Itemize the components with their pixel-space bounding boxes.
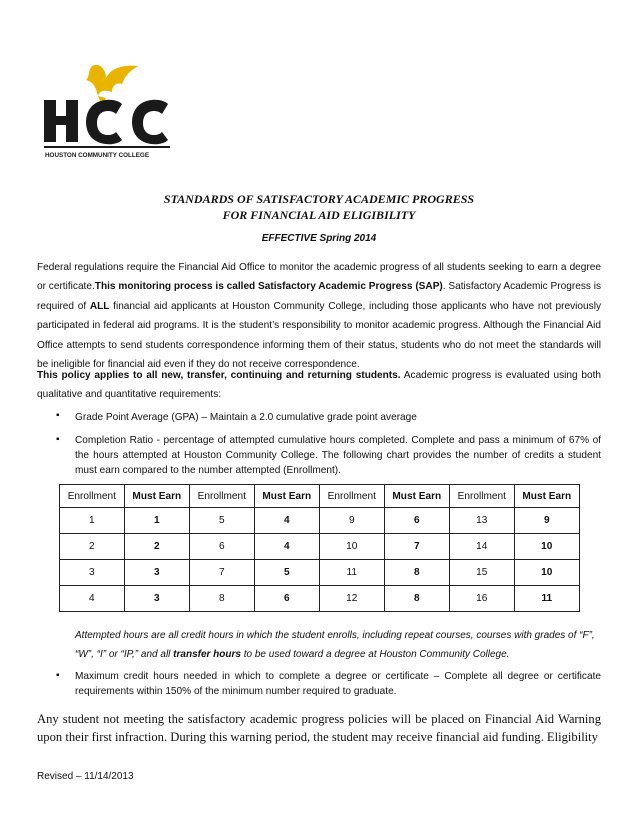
table-cell: 1 bbox=[124, 508, 189, 534]
table-cell: 7 bbox=[384, 534, 449, 560]
table-cell: 16 bbox=[449, 586, 514, 612]
table-cell: 10 bbox=[514, 560, 579, 586]
policy-paragraph bbox=[37, 366, 601, 405]
bullet-gpa: Grade Point Average (GPA) – Maintain a 2.0 cumulative grade point average bbox=[75, 412, 417, 423]
table-cell: 8 bbox=[384, 560, 449, 586]
table-cell: 12 bbox=[319, 586, 384, 612]
intro-paragraph bbox=[37, 258, 601, 374]
table-cell: 15 bbox=[449, 560, 514, 586]
table-cell: 4 bbox=[60, 586, 125, 612]
table-row bbox=[60, 560, 580, 586]
bullet-completion: Completion Ratio - percentage of attempted cumulative hours completed. Complete and pass a minimum of 67% of the hours attempted at Houston Community College. The following chart provides the number of credits a student must earn compared to the number attempted (Enrollment). bbox=[75, 435, 601, 476]
table-cell: 2 bbox=[60, 534, 125, 560]
table-cell: 9 bbox=[514, 508, 579, 534]
table-row bbox=[60, 534, 580, 560]
intro-bold-sap: This monitoring process is called Satisfactory Academic Progress (SAP) bbox=[94, 281, 443, 293]
intro-text-3: financial aid applicants at Houston Community College, including those applicants who have not previously participated in federal aid programs. It is the student’s responsibility to monitor academic progress. Although the Financial Aid Office attempts to send students correspondence informing them of their status, students who do not meet the standards will be ineligible for financial aid even if they do not receive correspondence. bbox=[37, 300, 601, 371]
header-enrollment: Enrollment bbox=[60, 485, 125, 508]
attempted-hours-note bbox=[75, 626, 601, 664]
table-cell: 13 bbox=[449, 508, 514, 534]
bullet-icon: ▪ bbox=[56, 670, 60, 681]
table-cell: 4 bbox=[254, 534, 319, 560]
table-cell: 6 bbox=[254, 586, 319, 612]
header-must-earn: Must Earn bbox=[254, 485, 319, 508]
table-cell: 3 bbox=[124, 586, 189, 612]
table-row bbox=[60, 508, 580, 534]
table-cell: 10 bbox=[319, 534, 384, 560]
table-cell: 4 bbox=[254, 508, 319, 534]
header-enrollment: Enrollment bbox=[449, 485, 514, 508]
intro-text-2: . Satisfactory Academic Progress is required of bbox=[37, 281, 602, 312]
table-cell: 11 bbox=[514, 586, 579, 612]
table-cell: 6 bbox=[189, 534, 254, 560]
note-bold: transfer hours bbox=[173, 649, 241, 660]
table-cell: 14 bbox=[449, 534, 514, 560]
logo-subtitle: HOUSTON COMMUNITY COLLEGE bbox=[45, 152, 150, 159]
table-cell: 2 bbox=[124, 534, 189, 560]
table-row bbox=[60, 586, 580, 612]
table-cell: 3 bbox=[124, 560, 189, 586]
policy-text: Academic progress is evaluated using both qualitative and quantitative requirements: bbox=[37, 370, 601, 401]
table-cell: 7 bbox=[189, 560, 254, 586]
table-cell: 8 bbox=[384, 586, 449, 612]
header-must-earn: Must Earn bbox=[124, 485, 189, 508]
table-cell: 3 bbox=[60, 560, 125, 586]
header-enrollment: Enrollment bbox=[189, 485, 254, 508]
warning-paragraph: Any student not meeting the satisfactory academic progress policies will be placed on Financial Aid Warning upon their first infraction. During this warning period, the student may receive financial aid funding. Eligibility bbox=[37, 712, 601, 744]
table-header-row bbox=[60, 485, 580, 508]
title-line-2: FOR FINANCIAL AID ELIGIBILITY bbox=[222, 208, 416, 222]
enrollment-table bbox=[59, 484, 580, 612]
revised-date: Revised – 11/14/2013 bbox=[37, 771, 134, 782]
header-must-earn: Must Earn bbox=[514, 485, 579, 508]
bullet-max-credit: Maximum credit hours needed in which to complete a degree or certificate – Complete all degree or certificate requirements within 150% of the minimum number required to graduate. bbox=[75, 671, 601, 697]
bullet-icon: ▪ bbox=[56, 410, 60, 421]
eagle-icon bbox=[40, 60, 182, 168]
note-text-1: Attempted hours are all credit hours in which the student enrolls, including repeat courses, courses with grades of “F”, “W”, “I” or “IP,” and all bbox=[75, 630, 595, 660]
note-text-2: to be used toward a degree at Houston Community College. bbox=[240, 649, 510, 660]
table-cell: 1 bbox=[60, 508, 125, 534]
title-line-1: STANDARDS OF SATISFACTORY ACADEMIC PROGRESS bbox=[163, 192, 475, 206]
table-cell: 6 bbox=[384, 508, 449, 534]
table-cell: 10 bbox=[514, 534, 579, 560]
table-cell: 5 bbox=[254, 560, 319, 586]
bullet-icon: ▪ bbox=[56, 434, 60, 445]
effective-date: EFFECTIVE Spring 2014 bbox=[261, 233, 377, 244]
intro-bold-all: ALL bbox=[89, 300, 110, 312]
header-must-earn: Must Earn bbox=[384, 485, 449, 508]
policy-bold: This policy applies to all new, transfer, continuing and returning students. bbox=[37, 370, 401, 381]
table-cell: 8 bbox=[189, 586, 254, 612]
intro-text-1: Federal regulations require the Financial Aid Office to monitor the academic progress of all students seeking to earn a degree or certificate. bbox=[37, 262, 601, 293]
hcc-logo bbox=[40, 60, 182, 168]
table-cell: 5 bbox=[189, 508, 254, 534]
table-cell: 11 bbox=[319, 560, 384, 586]
table-cell: 9 bbox=[319, 508, 384, 534]
header-enrollment: Enrollment bbox=[319, 485, 384, 508]
